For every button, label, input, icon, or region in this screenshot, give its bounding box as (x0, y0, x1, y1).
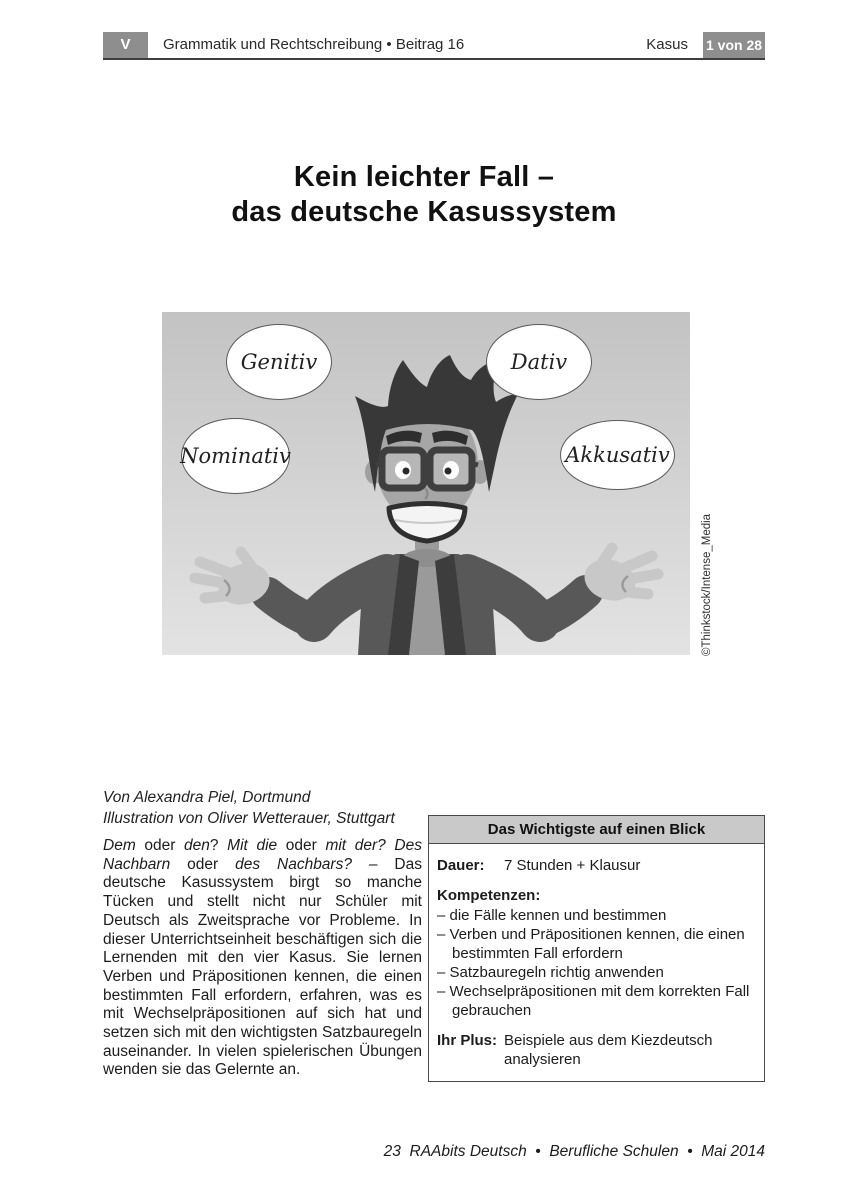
byline-illustrator: Illustration von Oliver Wetterauer, Stuttgart (103, 809, 395, 827)
info-box-body (429, 844, 764, 1081)
header-topic: Kasus (646, 36, 688, 53)
illustration (162, 312, 690, 655)
header-page-indicator: 1 von 28 (703, 32, 765, 58)
image-credit: ©Thinkstock/Intense_Media (701, 513, 713, 656)
bubble-akkusativ: Akkusativ (560, 420, 675, 490)
page-title-line2: das deutsche Kasussystem (231, 196, 617, 228)
header-section-badge: V (103, 32, 148, 58)
byline (103, 788, 395, 829)
page-title-line1: Kein leichter Fall – (293, 161, 555, 193)
kompetenz-item: – die Fälle kennen und bestimmen (437, 907, 667, 924)
intro-paragraph: Dem oder den? Mit die oder mit der? Des Nachbarn oder des Nachbars? – Das deutsche Kasussystem birgt so manche Tücken und stellt nicht nur Schüler mit Deutsch als Zweitsprache vor Probleme. In dieser Unterrichtseinheit beschäftigen sich die Lernenden mit den vier Kasus. Sie lernen Verben und Präpositionen kennen, die einen bestimmten Fall erfordern, erfahren, was es mit Wechselpräpositionen auf sich hat und setzen sich mit den wichtigsten Satzbauregeln auseinander. In vielen spielerischen Übungen wenden sie das Gelernte an. (103, 837, 422, 1079)
bubble-dativ: Dativ (486, 324, 592, 400)
bubble-nominativ: Nominativ (181, 418, 290, 494)
footer-publication-line: 23 RAAbits Deutsch • Berufliche Schulen • Mai 2014 (383, 1143, 765, 1160)
plus-value: Beispiele aus dem Kiezdeutsch analysieren (504, 1032, 713, 1068)
kompetenz-item: – Verben und Präpositionen kennen, die einen bestimmten Fall erfordern (437, 926, 745, 962)
header-rule (103, 58, 765, 60)
bubble-genitiv: Genitiv (226, 324, 332, 400)
dauer-row (437, 856, 755, 875)
byline-author: Von Alexandra Piel, Dortmund (103, 789, 311, 806)
header-category: Grammatik und Rechtschreibung • Beitrag 16 (163, 36, 465, 53)
info-box (428, 815, 765, 1082)
dauer-value: 7 Stunden + Klausur (504, 857, 641, 874)
kompetenz-item: – Satzbauregeln richtig anwenden (437, 964, 664, 981)
kompetenzen-list (437, 906, 755, 1020)
info-box-title: Das Wichtigste auf einen Blick (429, 816, 764, 844)
kompetenz-item: – Wechselpräpositionen mit dem korrekten Fall gebrauchen (437, 983, 750, 1019)
dauer-label: Dauer: (437, 857, 485, 874)
kompetenzen-label: Kompetenzen: (437, 887, 541, 904)
plus-row (437, 1031, 755, 1069)
page-title (0, 160, 848, 230)
plus-label: Ihr Plus: (437, 1032, 498, 1049)
